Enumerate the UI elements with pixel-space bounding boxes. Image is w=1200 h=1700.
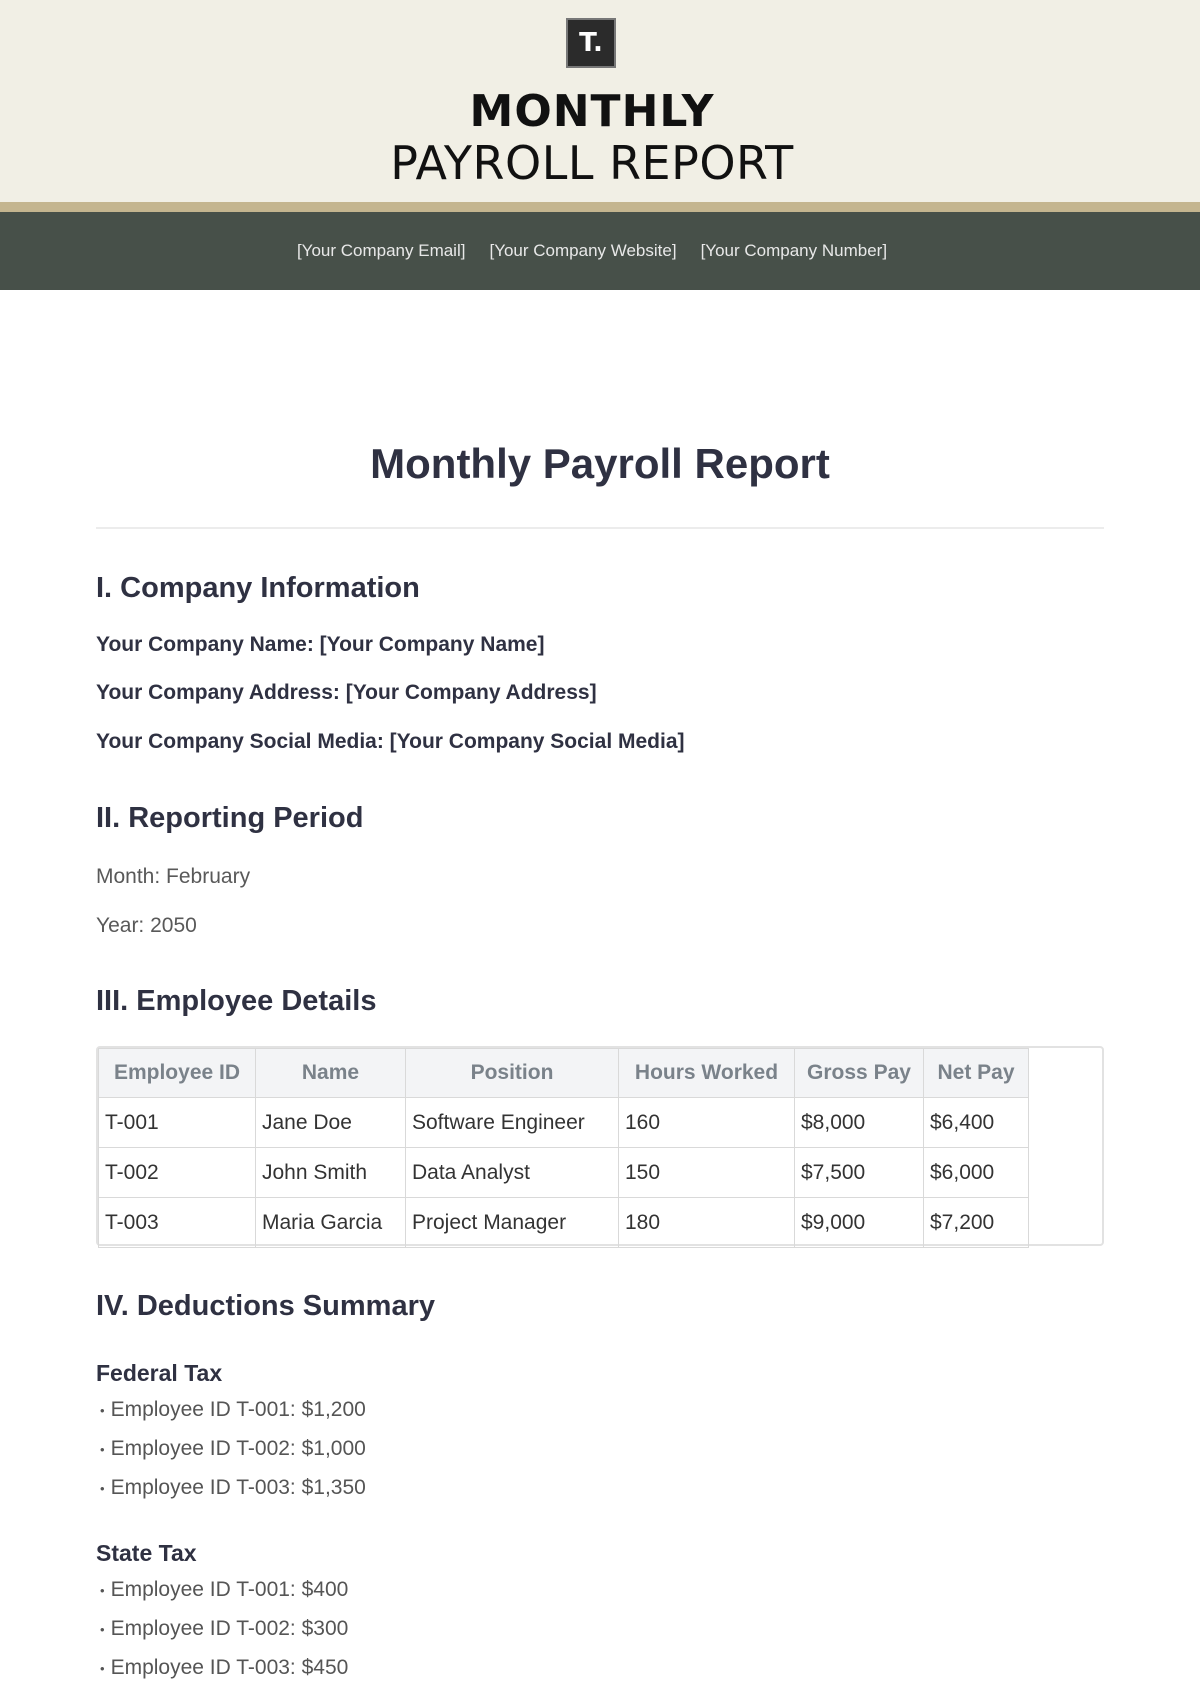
cell-position: Data Analyst [406,1148,619,1198]
cell-gross-pay: $7,500 [795,1148,924,1198]
bullet-icon: • [100,1441,105,1457]
reporting-year: Year: 2050 [96,914,197,937]
employee-table [98,1048,1029,1248]
reporting-month: Month: February [96,865,251,888]
bullet-icon: • [100,1660,105,1676]
bullet-icon: • [100,1402,105,1418]
reporting-period-heading: II. Reporting Period [96,802,364,834]
col-name: Name [256,1049,406,1098]
cell-position: Project Manager [406,1198,619,1248]
list-item-text: Employee ID T-003: $1,350 [110,1476,366,1499]
header-title-line2: PAYROLL REPORT [390,136,794,190]
list-item [100,1398,366,1422]
cell-net-pay: $6,000 [924,1148,1029,1198]
company-name-label: Your Company Name [96,633,307,656]
report-header [0,0,1200,202]
cell-hours: 160 [619,1098,795,1148]
col-hours-worked: Hours Worked [619,1049,795,1098]
cell-employee-id: T-002 [99,1148,256,1198]
cell-hours: 150 [619,1148,795,1198]
list-item-text: Employee ID T-003: $450 [110,1656,349,1679]
employee-details-heading: III. Employee Details [96,985,377,1017]
company-address-label: Your Company Address [96,681,333,704]
cell-hours: 180 [619,1198,795,1248]
bullet-icon: • [100,1621,105,1637]
company-social-label: Your Company Social Media [96,730,377,753]
table-header-row [99,1049,1029,1098]
cell-employee-id: T-003 [99,1198,256,1248]
table-row [99,1098,1029,1148]
cell-position: Software Engineer [406,1098,619,1148]
list-item [100,1437,366,1461]
cell-net-pay: $6,400 [924,1098,1029,1148]
document-title: Monthly Payroll Report [370,440,830,487]
header-divider [0,202,1200,212]
company-address-value: [Your Company Address] [345,681,597,704]
list-item [100,1476,366,1500]
list-item [100,1578,348,1602]
cell-employee-id: T-001 [99,1098,256,1148]
contact-bar [0,212,1200,290]
col-net-pay: Net Pay [924,1049,1029,1098]
company-website: [Your Company Website] [489,241,677,260]
cell-gross-pay: $9,000 [795,1198,924,1248]
employee-table-container [96,1046,1104,1246]
cell-gross-pay: $8,000 [795,1098,924,1148]
cell-name: John Smith [256,1148,406,1198]
col-position: Position [406,1049,619,1098]
company-name-value: [Your Company Name] [319,633,545,656]
deductions-heading: IV. Deductions Summary [96,1290,435,1322]
list-item-text: Employee ID T-001: $1,200 [110,1398,366,1421]
table-row [99,1148,1029,1198]
state-tax-heading: State Tax [96,1540,197,1566]
bullet-icon: • [100,1480,105,1496]
company-social-line: Your Company Social Media: [Your Company Social Media] [96,730,685,753]
header-title-line1: MONTHLY [469,86,715,137]
col-gross-pay: Gross Pay [795,1049,924,1098]
list-item-text: Employee ID T-002: $1,000 [110,1437,366,1460]
table-row [99,1198,1029,1248]
company-name-line: Your Company Name: [Your Company Name] [96,633,545,656]
cell-name: Jane Doe [256,1098,406,1148]
federal-tax-heading: Federal Tax [96,1360,223,1386]
company-number: [Your Company Number] [700,241,888,260]
list-item-text: Employee ID T-001: $400 [110,1578,349,1601]
list-item [100,1656,348,1680]
company-email: [Your Company Email] [296,241,466,260]
company-info-heading: I. Company Information [96,572,420,604]
cell-name: Maria Garcia [256,1198,406,1248]
company-address-line: Your Company Address: [Your Company Address] [96,681,597,704]
list-item [100,1617,348,1641]
bullet-icon: • [100,1582,105,1598]
cell-net-pay: $7,200 [924,1198,1029,1248]
company-logo: T. [566,18,616,68]
company-social-value: [Your Company Social Media] [389,730,685,753]
list-item-text: Employee ID T-002: $300 [110,1617,349,1640]
title-divider [96,527,1104,529]
col-employee-id: Employee ID [99,1049,256,1098]
